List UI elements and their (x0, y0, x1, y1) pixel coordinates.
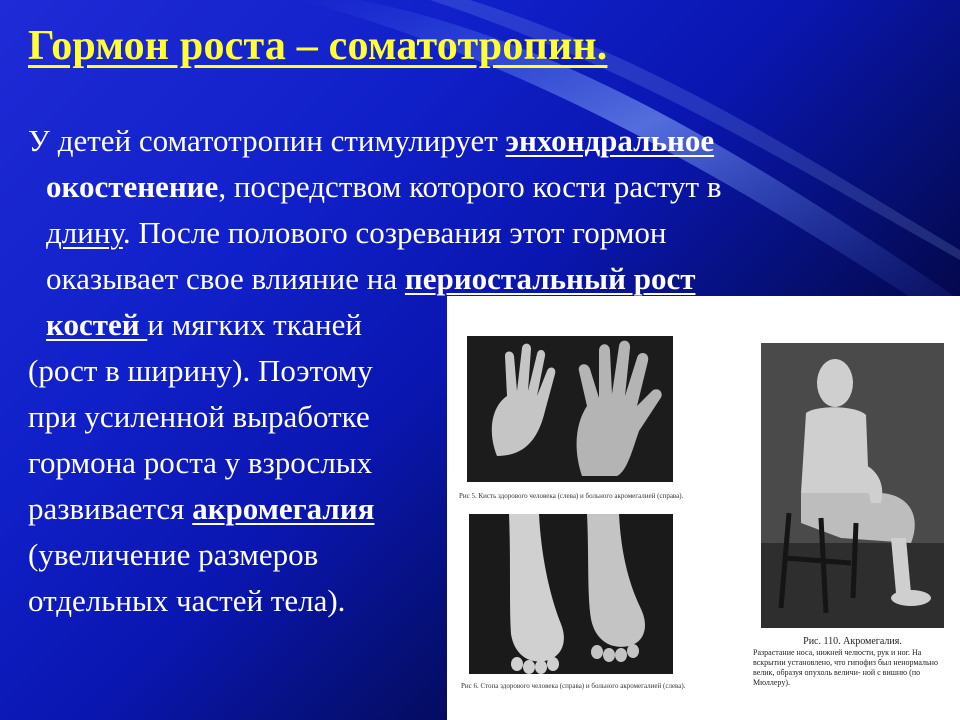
illustration-figure (447, 296, 960, 720)
text-fragment: оказывает свое влияние на (46, 261, 405, 296)
paragraph-line: (рост в ширину). Поэтому (28, 353, 373, 388)
paragraph-line: (увеличение размеров (28, 537, 319, 572)
patient-caption-title: Рис. 110. Акромегалия. (803, 636, 902, 647)
patient-caption-text: Разрастание носа, нижней челюсти, рук и ног. На вскрытии установлено, что гипофиз был ненормально велик, образуя опухоль величи- ной с вишню (по Мюллеру). (753, 648, 938, 687)
patient-image (761, 343, 944, 628)
paragraph-line: гормона роста у взрослых (28, 445, 373, 480)
text-fragment: , посредством которого кости растут в (218, 169, 722, 204)
feet-photo (469, 514, 673, 674)
hands-image (467, 336, 673, 482)
hands-photo (467, 336, 673, 482)
paragraph-line: при усиленной выработке (28, 399, 370, 434)
paragraph-line (28, 164, 721, 210)
text-fragment: развивается (28, 491, 193, 526)
term-ossification: окостенение (46, 169, 219, 204)
feet-caption: Рис 6. Стопа здорового человека (справа) и больного акромегалией (слева). (461, 682, 686, 690)
acromegaly-patient-photo (761, 343, 944, 628)
term-periosteal-growth: периостальный рост (404, 261, 696, 296)
term-length: длину (46, 215, 123, 250)
feet-image (469, 514, 673, 674)
paragraph-line: отдельных частей тела). (28, 583, 346, 618)
hands-caption: Рис 5. Кисть здорового человека (слева) и больного акромегалией (справа). (459, 492, 684, 500)
term-acromegaly: акромегалия (192, 491, 375, 526)
term-enchondral: энхондральное (505, 123, 715, 158)
slide-title: Гормон роста – соматотропин. (28, 23, 608, 69)
text-fragment: . После полового созревания этот гормон (122, 215, 667, 250)
term-bones: костей (46, 307, 148, 342)
text-fragment: У детей соматотропин стимулирует (28, 123, 506, 158)
paragraph-line (28, 118, 721, 164)
paragraph-line (28, 210, 721, 256)
text-fragment: и мягких тканей (147, 307, 362, 342)
